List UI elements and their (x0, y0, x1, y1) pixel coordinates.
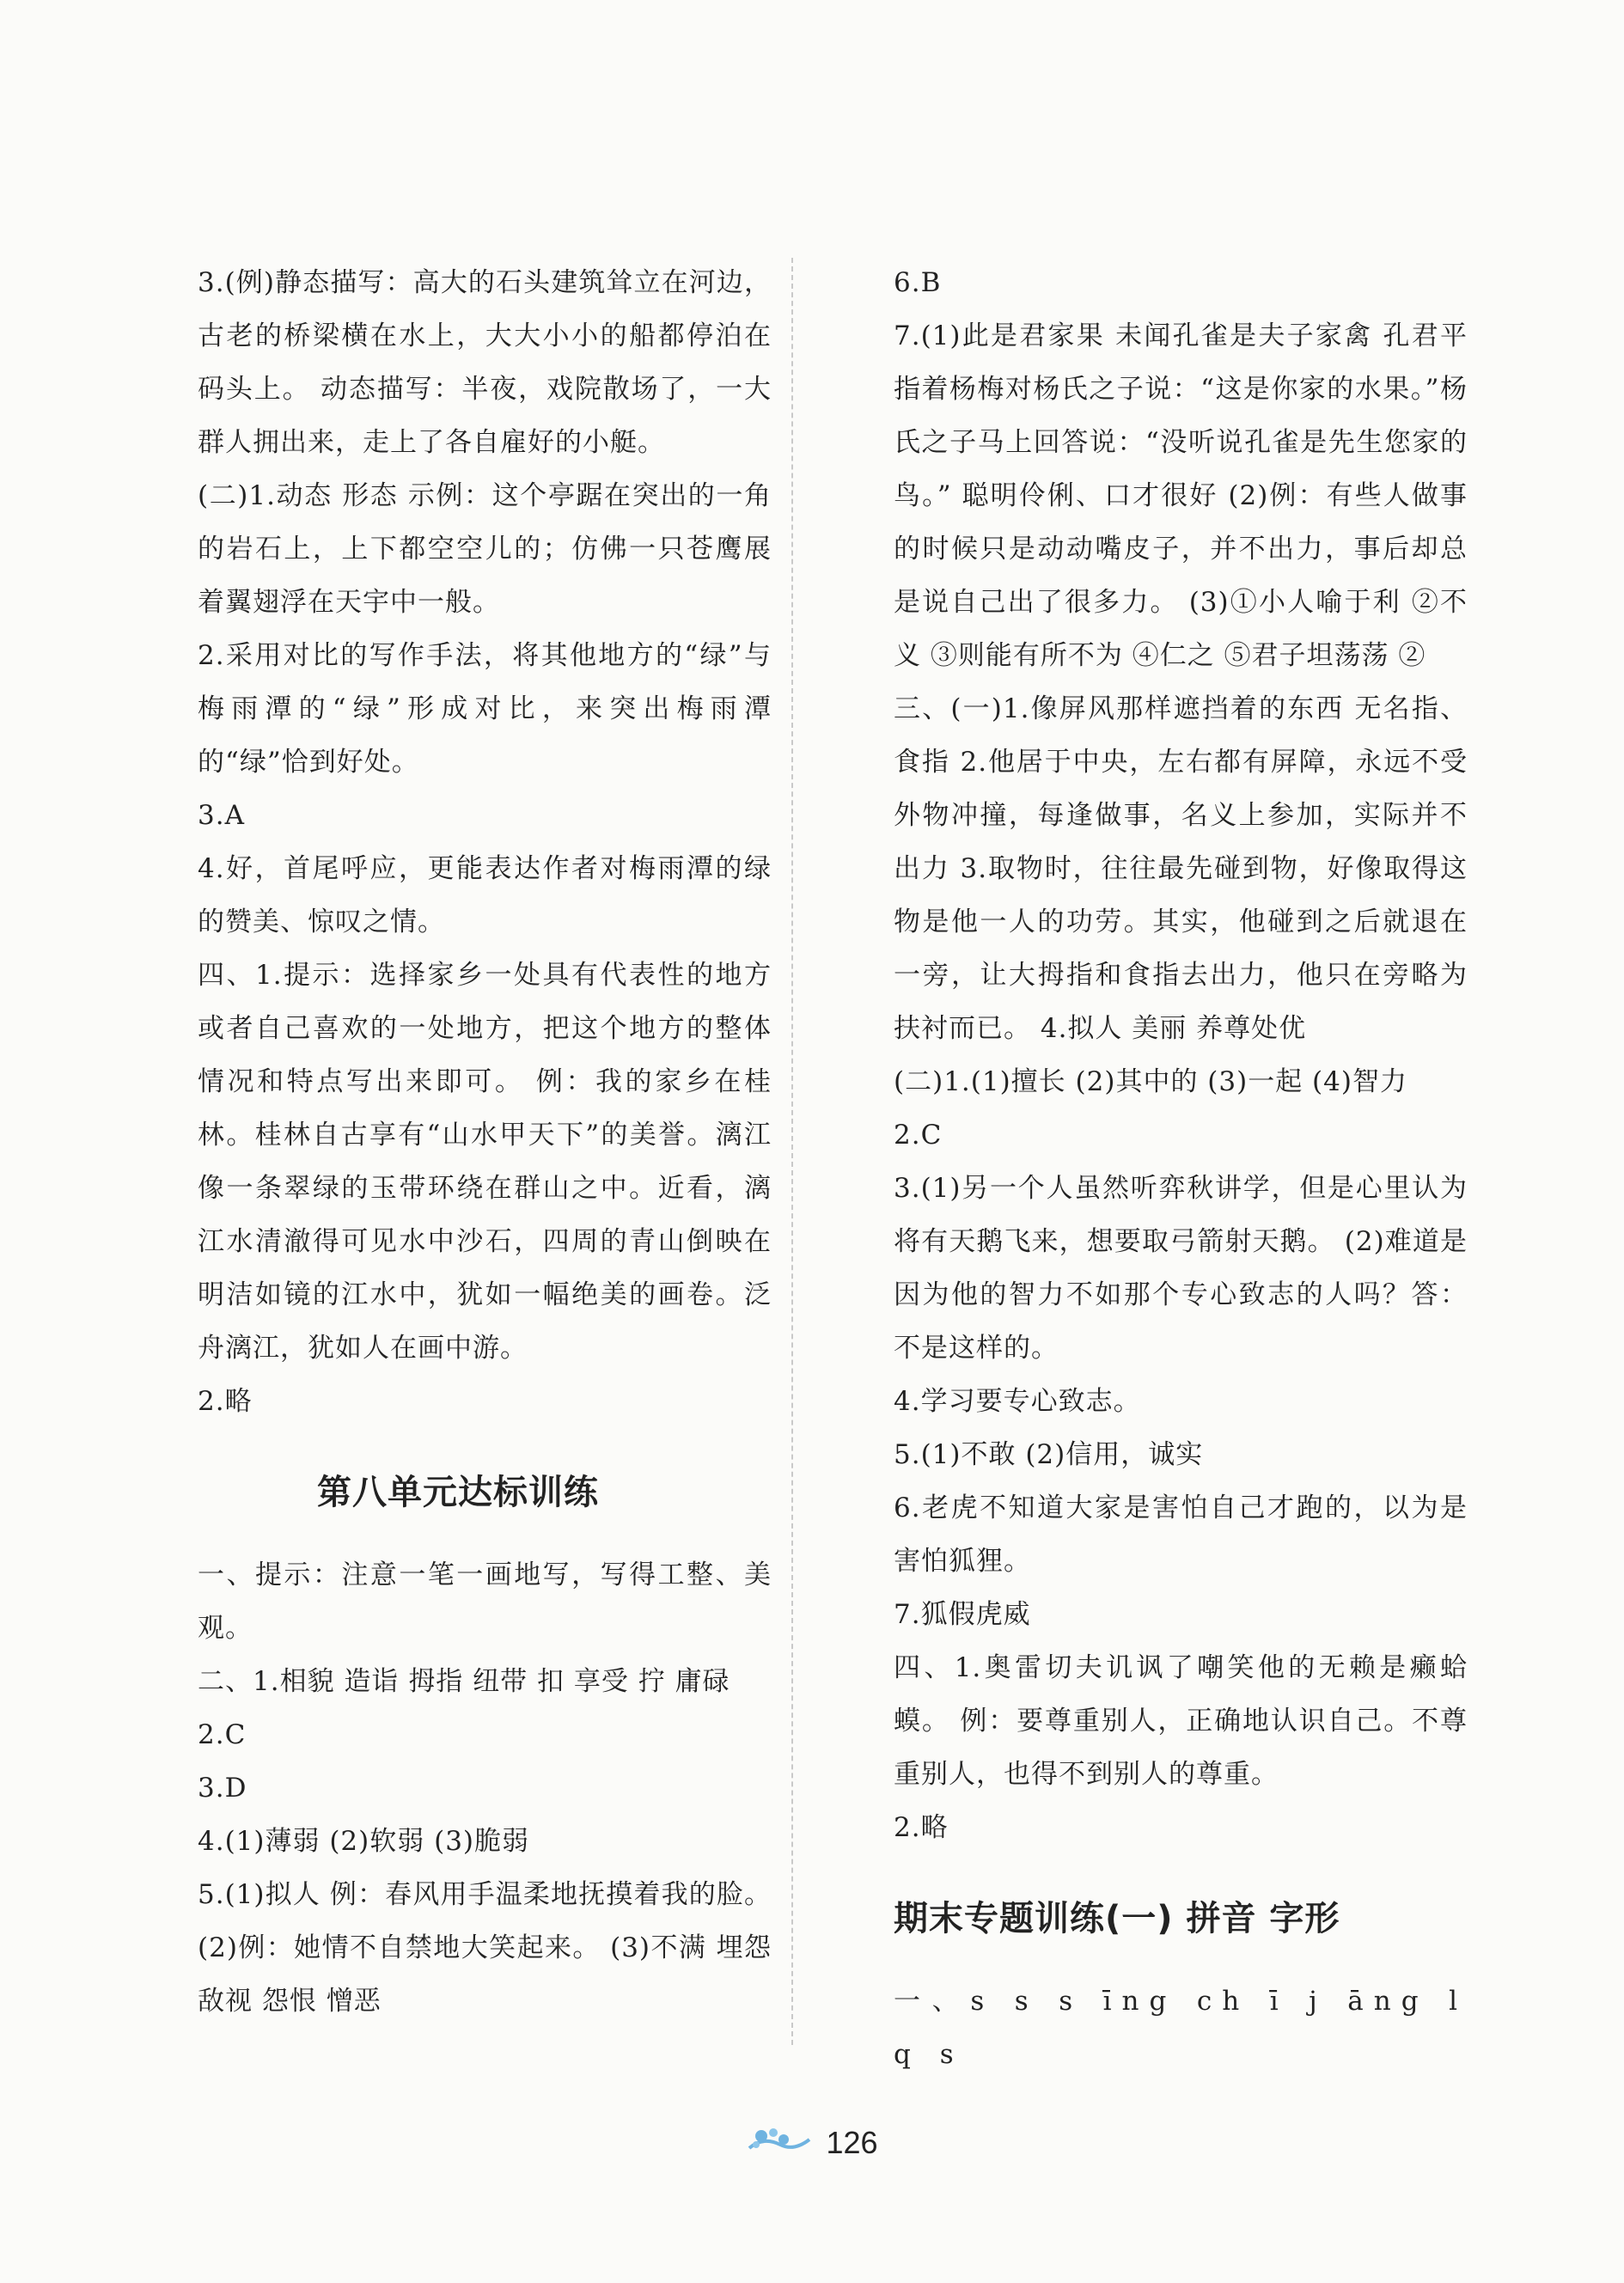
answer-paragraph: 3.(例)静态描写：高大的石头建筑耸立在河边，古老的桥梁横在水上，大大小小的船都停泊在码头上。 动态描写：半夜，戏院散场了，一大群人拥出来，走上了各自雇好的小艇。 (198, 267, 772, 458)
answer-paragraph: 四、1.提示：选择家乡一处具有代表性的地方或者自己喜欢的一处地方，把这个地方的整体情况和特点写出来即可。 例：我的家乡在桂林。桂林自古享有“山水甲天下”的美誉。漓江像一条翠绿的玉带环绕在群山之中。近看，漓江水清澈得可见水中沙石，四周的青山倒映在明洁如镜的江水中，犹如一幅绝美的画卷。泛舟漓江，犹如人在画中游。 (198, 960, 772, 1364)
answer-paragraph: 3.(1)另一个人虽然听弈秋讲学，但是心里认为将有天鹅飞来，想要取弓箭射天鹅。 (2)难道是因为他的智力不如那个专心致志的人吗？答：不是这样的。 (894, 1173, 1468, 1364)
right-column (840, 256, 1468, 2081)
answer-paragraph: 4.好，首尾呼应，更能表达作者对梅雨潭的绿的赞美、惊叹之情。 (198, 853, 772, 937)
answer-paragraph: 3.A (198, 800, 245, 831)
answer-paragraph: 2.略 (894, 1812, 949, 1843)
answer-paragraph: 二、1.相貌 造诣 拇指 纽带 扣 享受 拧 庸碌 (198, 1666, 730, 1697)
section-heading: 期末专题训练(一) 拼音 字形 (894, 1899, 1340, 1938)
answer-paragraph: 三、(一)1.像屏风那样遮挡着的东西 无名指、食指 2.他居于中央，左右都有屏障，永远不受外物冲撞，每逢做事，名义上参加，实际并不出力 3.取物时，往往最先碰到物，好像取得这物是他一人的功劳。其实，他碰到之后就退在一旁，让大拇指和食指去出力，他只在旁略为扶衬而已。 4.拟人 美丽 养尊处优 (894, 693, 1468, 1044)
answer-paragraph: 7.狐假虎威 (894, 1599, 1031, 1630)
pinyin-answer: 一、s s s īng ch ī j āng l q s (894, 1986, 1468, 2070)
answer-paragraph: 2.C (894, 1120, 943, 1151)
page-number: 126 (826, 2125, 878, 2160)
answer-paragraph: 2.C (198, 1719, 247, 1750)
section-heading: 第八单元达标训练 (317, 1473, 599, 1512)
column-divider (791, 258, 793, 2045)
answer-paragraph: 4.学习要专心致志。 (894, 1386, 1141, 1417)
answer-paragraph: 3.D (198, 1773, 247, 1804)
answer-paragraph: (二)1.动态 形态 示例：这个亭踞在突出的一角的岩石上，上下都空空儿的；仿佛一只苍鹰展着翼翅浮在天宇中一般。 (198, 480, 772, 618)
answer-paragraph: 四、1.奥雷切夫讥讽了嘲笑他的无赖是癞蛤蟆。 例：要尊重别人，正确地认识自己。不尊重别人，也得不到别人的尊重。 (894, 1652, 1468, 1790)
answer-paragraph: 2.采用对比的写作手法，将其他地方的“绿”与梅雨潭的“绿”形成对比，来突出梅雨潭的“绿”恰到好处。 (198, 640, 772, 778)
left-column (144, 256, 772, 2028)
answer-paragraph: 7.(1)此是君家果 未闻孔雀是夫子家禽 孔君平指着杨梅对杨氏之子说：“这是你家的水果。”杨氏之子马上回答说：“没听说孔雀是先生您家的鸟。” 聪明伶俐、口才很好 (2)例：有些人做事的时候只是动动嘴皮子，并不出力，事后却总是说自己出了很多力。 (3)①小人喻于利 ②不义 ③则能有所不为 ④仁之 ⑤君子坦荡荡 ② (894, 320, 1468, 671)
answer-paragraph: 4.(1)薄弱 (2)软弱 (3)脆弱 (198, 1826, 530, 1857)
answer-paragraph: 2.略 (198, 1386, 253, 1417)
flower-logo-icon (746, 2124, 813, 2162)
page-footer (0, 2124, 1624, 2162)
answer-paragraph: 6.老虎不知道大家是害怕自己才跑的，以为是害怕狐狸。 (894, 1492, 1468, 1577)
answer-paragraph: 一、提示：注意一笔一画地写，写得工整、美观。 (198, 1560, 772, 1644)
answer-paragraph: (二)1.(1)擅长 (2)其中的 (3)一起 (4)智力 (894, 1066, 1407, 1097)
answer-paragraph: 5.(1)不敢 (2)信用，诚实 (894, 1439, 1204, 1470)
answer-paragraph: 6.B (894, 267, 942, 298)
answer-paragraph: 5.(1)拟人 例：春风用手温柔地抚摸着我的脸。 (2)例：她情不自禁地大笑起来。 (3)不满 埋怨 敌视 怨恨 憎恶 (198, 1879, 772, 2017)
